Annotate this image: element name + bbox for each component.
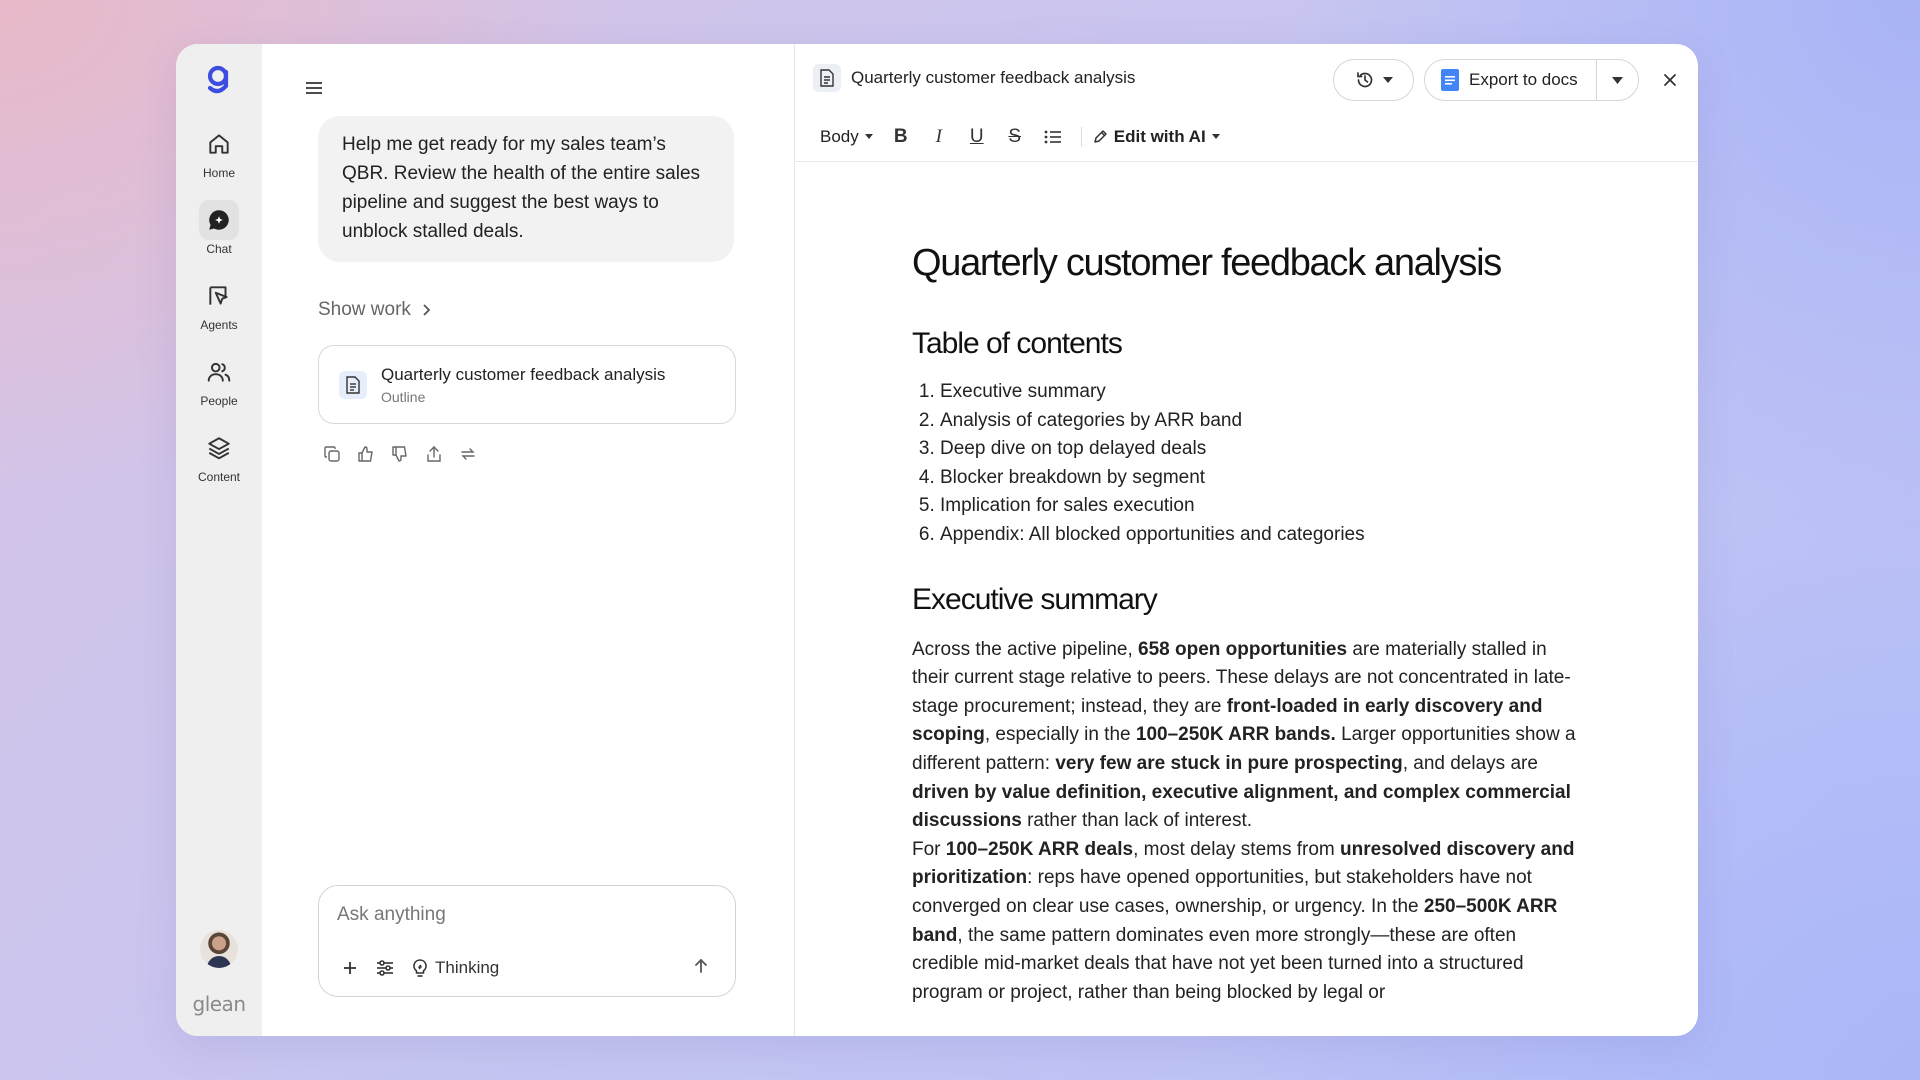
lightbulb-icon bbox=[411, 958, 429, 978]
copy-icon[interactable] bbox=[322, 444, 342, 464]
settings-sliders-icon[interactable] bbox=[375, 959, 395, 977]
chat-pane bbox=[262, 44, 795, 1036]
bold-text-run: driven by value definition, executive alignment, and complex commercial discussions bbox=[912, 781, 1571, 832]
text-run: are materially stalled in their current stage relative to peers. These delays are not concentrated in late-stage procurement; instead, they are bbox=[912, 638, 1571, 717]
document-title: Quarterly customer feedback analysis bbox=[912, 242, 1501, 284]
bullet-list-icon[interactable] bbox=[1043, 125, 1063, 149]
text-run: , most delay stems from bbox=[1133, 838, 1341, 860]
people-icon bbox=[199, 352, 239, 392]
bold-text-run: 250–500K ARR band bbox=[912, 895, 1558, 946]
export-options-caret[interactable] bbox=[1596, 60, 1638, 100]
document-tab-title: Quarterly customer feedback analysis bbox=[851, 68, 1136, 87]
thinking-toggle[interactable] bbox=[411, 958, 499, 978]
nav-agents[interactable] bbox=[184, 276, 254, 332]
text-run: , especially in the bbox=[984, 724, 1136, 746]
thumbs-down-icon[interactable] bbox=[390, 444, 410, 464]
thinking-label: Thinking bbox=[435, 958, 500, 977]
export-to-docs-button[interactable] bbox=[1425, 60, 1596, 100]
pencil-icon bbox=[1092, 129, 1108, 145]
bold-text-run: 100–250K ARR bands. bbox=[1135, 724, 1336, 746]
caret-down-icon bbox=[865, 134, 873, 139]
underline-icon[interactable]: U bbox=[969, 125, 984, 147]
text-run: , the same pattern dominates even more strongly—these are often credible mid-market deals that have not yet been turned into a structured program or project, rather than being blocked by legal or bbox=[912, 924, 1524, 1003]
nav-content[interactable] bbox=[184, 428, 254, 484]
ask-input[interactable] bbox=[337, 900, 717, 930]
glean-wordmark: glean bbox=[192, 992, 246, 1016]
nav-home[interactable] bbox=[184, 124, 254, 180]
text-run: For bbox=[912, 838, 946, 860]
document-body[interactable] bbox=[912, 240, 1577, 1036]
summary-paragraph-1 bbox=[912, 636, 1577, 836]
content-icon bbox=[199, 428, 239, 468]
bold-icon[interactable]: B bbox=[893, 125, 908, 147]
nav-agents-label: Agents bbox=[200, 318, 238, 332]
toc-item[interactable]: 1. Executive summary bbox=[940, 378, 1577, 407]
text-run: rather than lack of interest. bbox=[1021, 810, 1253, 832]
caret-down-icon bbox=[1612, 77, 1623, 84]
composer bbox=[318, 885, 736, 997]
bold-text-run: 100–250K ARR deals bbox=[945, 838, 1134, 860]
export-button-group bbox=[1424, 59, 1639, 101]
italic-icon[interactable]: I bbox=[935, 125, 942, 147]
edit-with-ai-button[interactable] bbox=[1092, 127, 1220, 147]
document-pane bbox=[795, 44, 1698, 1036]
caret-down-icon bbox=[1383, 77, 1393, 83]
app-window bbox=[176, 44, 1698, 1036]
glean-logo-icon[interactable] bbox=[201, 62, 237, 98]
export-label: Export to docs bbox=[1469, 70, 1578, 89]
toc-item[interactable]: 3. Deep dive on top delayed deals bbox=[940, 435, 1577, 464]
nav-people-label: People bbox=[200, 394, 238, 408]
strikethrough-icon[interactable]: S bbox=[1008, 125, 1022, 147]
user-message: Help me get ready for my sales team’s QBR. Review the health of the entire sales pipeline and suggest the best ways to unblock stalled deals. bbox=[318, 116, 734, 262]
bold-text-run: very few are stuck in pure prospecting bbox=[1055, 752, 1403, 774]
caret-down-icon bbox=[1212, 134, 1220, 139]
show-work-link[interactable] bbox=[318, 299, 431, 321]
text-run: Across the active pipeline, bbox=[912, 638, 1139, 660]
text-run: , and delays are bbox=[1402, 752, 1538, 774]
document-card-subtitle: Outline bbox=[381, 388, 426, 405]
nav-chat[interactable] bbox=[184, 200, 254, 256]
version-history-button[interactable] bbox=[1333, 59, 1414, 101]
nav-rail bbox=[176, 44, 262, 1036]
bold-text-run: 658 open opportunities bbox=[1138, 638, 1348, 660]
user-avatar[interactable] bbox=[200, 930, 238, 968]
share-icon[interactable] bbox=[424, 444, 444, 464]
toc-item[interactable]: 2. Analysis of categories by ARR band bbox=[940, 407, 1577, 436]
show-work-label: Show work bbox=[318, 299, 411, 320]
toc-item[interactable]: 4. Blocker breakdown by segment bbox=[940, 464, 1577, 493]
nav-home-label: Home bbox=[202, 166, 235, 180]
nav-chat-label: Chat bbox=[206, 242, 232, 256]
regenerate-icon[interactable] bbox=[458, 444, 478, 464]
close-icon[interactable] bbox=[1656, 66, 1684, 94]
document-icon bbox=[813, 64, 841, 92]
text-run: Larger opportunities show a different pattern: bbox=[912, 724, 1576, 774]
document-card[interactable] bbox=[318, 345, 736, 424]
add-icon[interactable] bbox=[341, 959, 359, 977]
agents-icon bbox=[199, 276, 239, 316]
document-icon bbox=[339, 371, 367, 399]
bold-text-run: unresolved discovery and prioritization bbox=[912, 838, 1575, 889]
nav-content-label: Content bbox=[197, 470, 241, 484]
text-style-label: Body bbox=[820, 126, 859, 146]
format-toolbar bbox=[795, 112, 1698, 162]
bold-text-run: front-loaded in early discovery and scoping bbox=[912, 695, 1543, 746]
toolbar-divider bbox=[1081, 127, 1082, 147]
menu-icon[interactable] bbox=[300, 74, 328, 102]
table-of-contents bbox=[912, 378, 1577, 550]
thumbs-up-icon[interactable] bbox=[356, 444, 376, 464]
history-icon bbox=[1355, 70, 1375, 90]
google-docs-icon bbox=[1441, 69, 1459, 91]
home-icon bbox=[199, 124, 239, 164]
document-card-title: Quarterly customer feedback analysis bbox=[381, 364, 666, 384]
chat-icon bbox=[199, 200, 239, 240]
toc-item[interactable]: 6. Appendix: All blocked opportunities and categories bbox=[940, 521, 1577, 550]
summary-paragraph-2 bbox=[912, 836, 1577, 1008]
chevron-right-icon bbox=[421, 303, 431, 317]
nav-people[interactable] bbox=[184, 352, 254, 408]
message-actions bbox=[322, 444, 478, 464]
toc-heading: Table of contents bbox=[912, 327, 1122, 360]
text-run: : reps have opened opportunities, but stakeholders have not converged on clear use cases, ownership, or urgency. In the bbox=[912, 867, 1532, 917]
toc-item[interactable]: 5. Implication for sales execution bbox=[940, 492, 1577, 521]
edit-with-ai-label: Edit with AI bbox=[1113, 126, 1206, 146]
text-style-dropdown[interactable] bbox=[820, 127, 873, 147]
send-arrow-icon[interactable] bbox=[687, 952, 715, 980]
summary-heading: Executive summary bbox=[912, 582, 1157, 616]
